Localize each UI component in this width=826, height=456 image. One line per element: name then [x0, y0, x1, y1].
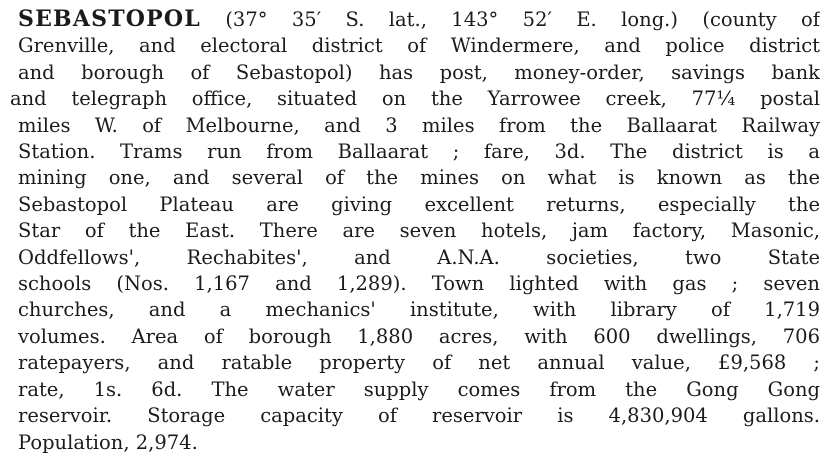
- entry-line-5: miles W. of Melbourne, and 3 miles from the Ballaarat Railway: [18, 113, 820, 137]
- entry-line-14: ratepayers, and ratable property of net annual value, £9,568 ;: [18, 351, 820, 375]
- entry-line-6: Station. Trams run from Ballaarat ; fare, 3d. The district is a: [18, 140, 820, 164]
- entry-line-text: (37° 35′ S. lat., 143° 52′ E. long.) (county of: [200, 8, 820, 31]
- entry-line-16: reservoir. Storage capacity of reservoir is 4,830,904 gallons.: [18, 404, 820, 428]
- entry-line-3: and borough of Sebastopol) has post, money-order, savings bank: [18, 60, 820, 84]
- entry-line-9: Star of the East. There are seven hotels, jam factory, Masonic,: [18, 219, 820, 243]
- entry-line-1: [18, 6, 820, 33]
- entry-line-13: volumes. Area of borough 1,880 acres, with 600 dwellings, 706: [18, 324, 820, 348]
- entry-line-17: Population, 2,974.: [18, 430, 198, 454]
- entry-line-4: and telegraph office, situated on the Yarrowee creek, 77¼ postal: [10, 87, 820, 111]
- entry-line-11: schools (Nos. 1,167 and 1,289). Town lighted with gas ; seven: [18, 272, 820, 296]
- entry-line-12: churches, and a mechanics' institute, with library of 1,719: [18, 298, 820, 322]
- entry-line-7: mining one, and several of the mines on what is known as the: [18, 166, 820, 190]
- entry-line-15: rate, 1s. 6d. The water supply comes from the Gong Gong: [18, 377, 820, 401]
- entry-line-10: Oddfellows', Rechabites', and A.N.A. societies, two State: [18, 245, 820, 269]
- entry-headword: SEBASTOPOL: [18, 6, 201, 32]
- entry-line-8: Sebastopol Plateau are giving excellent returns, especially the: [18, 192, 820, 216]
- entry-line-2: Grenville, and electoral district of Windermere, and police district: [18, 34, 820, 58]
